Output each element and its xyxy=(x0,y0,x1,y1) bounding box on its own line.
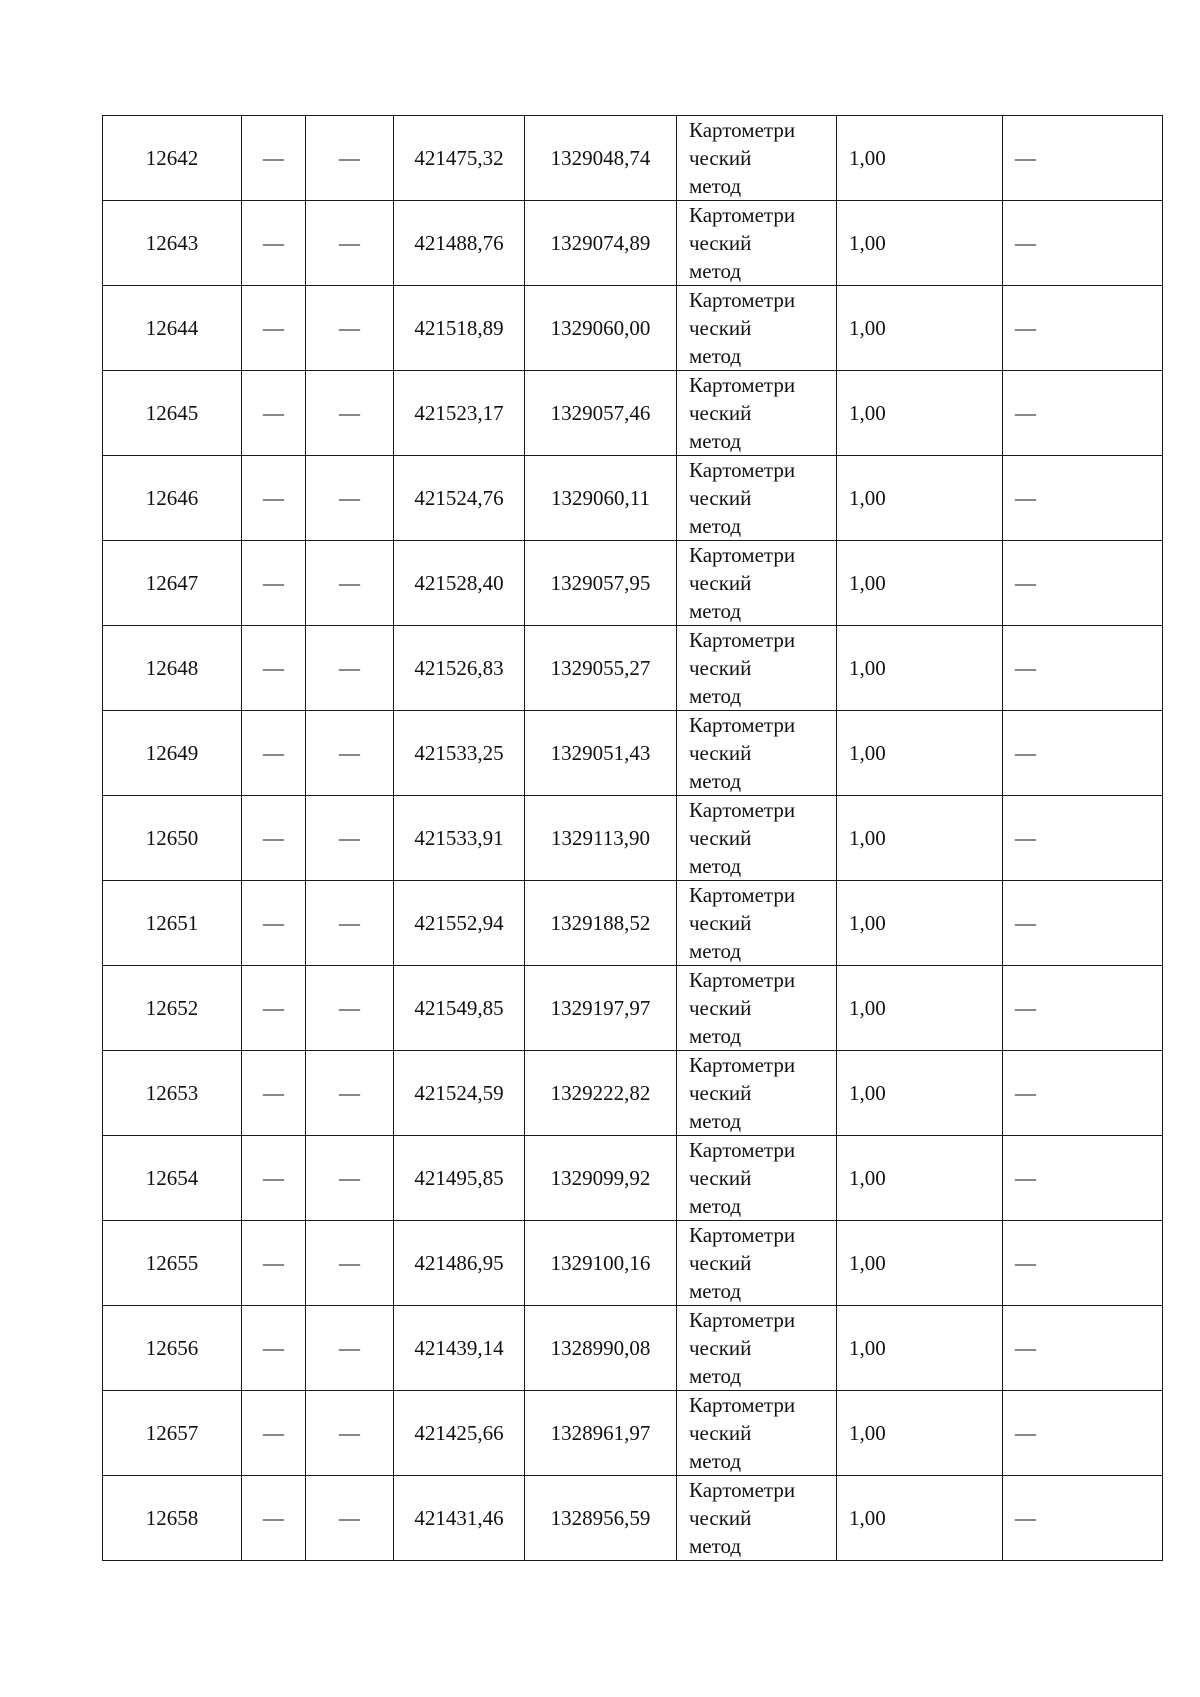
method-text-line: ческий xyxy=(689,231,752,255)
x-coordinate-cell: 421524,76 xyxy=(394,456,525,541)
method-text-line: метод xyxy=(689,939,742,963)
method-text-line: ческий xyxy=(689,1336,752,1360)
method-cell xyxy=(677,1476,837,1561)
previous-y-cell: — xyxy=(306,881,394,966)
accuracy-cell: 1,00 xyxy=(837,881,1003,966)
method-text-line: метод xyxy=(689,174,742,198)
y-coordinate-cell: 1328961,97 xyxy=(525,1391,677,1476)
x-coordinate-cell: 421533,91 xyxy=(394,796,525,881)
accuracy-cell: 1,00 xyxy=(837,116,1003,201)
table-row xyxy=(103,1476,1163,1561)
point-number-cell: 12658 xyxy=(103,1476,242,1561)
method-text-line: Картометри xyxy=(689,1053,796,1077)
method-text-line: Картометри xyxy=(689,543,796,567)
accuracy-cell: 1,00 xyxy=(837,371,1003,456)
previous-x-cell: — xyxy=(242,456,306,541)
y-coordinate-cell: 1329057,46 xyxy=(525,371,677,456)
method-text-line: ческий xyxy=(689,571,752,595)
x-coordinate-cell: 421523,17 xyxy=(394,371,525,456)
x-coordinate-cell: 421431,46 xyxy=(394,1476,525,1561)
method-text-line: ческий xyxy=(689,656,752,680)
method-text-line: Картометри xyxy=(689,628,796,652)
point-number-cell: 12642 xyxy=(103,116,242,201)
method-cell xyxy=(677,201,837,286)
x-coordinate-cell: 421552,94 xyxy=(394,881,525,966)
method-text-line: Картометри xyxy=(689,203,796,227)
previous-x-cell: — xyxy=(242,371,306,456)
description-cell: — xyxy=(1003,286,1163,371)
table-row xyxy=(103,286,1163,371)
description-cell: — xyxy=(1003,371,1163,456)
previous-x-cell: — xyxy=(242,1051,306,1136)
method-text-line: метод xyxy=(689,684,742,708)
accuracy-cell: 1,00 xyxy=(837,1221,1003,1306)
method-cell xyxy=(677,881,837,966)
y-coordinate-cell: 1329099,92 xyxy=(525,1136,677,1221)
method-text-line: ческий xyxy=(689,996,752,1020)
previous-x-cell: — xyxy=(242,711,306,796)
y-coordinate-cell: 1329222,82 xyxy=(525,1051,677,1136)
previous-y-cell: — xyxy=(306,1136,394,1221)
previous-x-cell: — xyxy=(242,201,306,286)
method-text-line: метод xyxy=(689,344,742,368)
point-number-cell: 12656 xyxy=(103,1306,242,1391)
previous-y-cell: — xyxy=(306,1221,394,1306)
method-text-line: метод xyxy=(689,769,742,793)
point-number-cell: 12648 xyxy=(103,626,242,711)
table-row xyxy=(103,201,1163,286)
method-text-line: ческий xyxy=(689,1506,752,1530)
point-number-cell: 12655 xyxy=(103,1221,242,1306)
method-text-line: метод xyxy=(689,1364,742,1388)
method-text-line: метод xyxy=(689,1024,742,1048)
method-cell xyxy=(677,286,837,371)
previous-x-cell: — xyxy=(242,541,306,626)
method-text-line: ческий xyxy=(689,1421,752,1445)
description-cell: — xyxy=(1003,201,1163,286)
x-coordinate-cell: 421524,59 xyxy=(394,1051,525,1136)
previous-y-cell: — xyxy=(306,541,394,626)
y-coordinate-cell: 1329060,00 xyxy=(525,286,677,371)
table-row xyxy=(103,1051,1163,1136)
point-number-cell: 12652 xyxy=(103,966,242,1051)
accuracy-cell: 1,00 xyxy=(837,626,1003,711)
method-text-line: Картометри xyxy=(689,1138,796,1162)
point-number-cell: 12645 xyxy=(103,371,242,456)
x-coordinate-cell: 421533,25 xyxy=(394,711,525,796)
point-number-cell: 12657 xyxy=(103,1391,242,1476)
table-row xyxy=(103,626,1163,711)
method-text-line: Картометри xyxy=(689,373,796,397)
accuracy-cell: 1,00 xyxy=(837,1391,1003,1476)
previous-y-cell: — xyxy=(306,116,394,201)
y-coordinate-cell: 1328956,59 xyxy=(525,1476,677,1561)
method-cell xyxy=(677,626,837,711)
method-text-line: Картометри xyxy=(689,1308,796,1332)
method-cell xyxy=(677,1306,837,1391)
method-cell xyxy=(677,711,837,796)
description-cell: — xyxy=(1003,541,1163,626)
description-cell: — xyxy=(1003,1051,1163,1136)
description-cell: — xyxy=(1003,796,1163,881)
method-text-line: Картометри xyxy=(689,883,796,907)
previous-x-cell: — xyxy=(242,116,306,201)
previous-y-cell: — xyxy=(306,286,394,371)
accuracy-cell: 1,00 xyxy=(837,201,1003,286)
y-coordinate-cell: 1329074,89 xyxy=(525,201,677,286)
previous-x-cell: — xyxy=(242,1221,306,1306)
previous-y-cell: — xyxy=(306,966,394,1051)
point-number-cell: 12644 xyxy=(103,286,242,371)
previous-y-cell: — xyxy=(306,1391,394,1476)
method-text-line: ческий xyxy=(689,826,752,850)
method-text-line: Картометри xyxy=(689,288,796,312)
accuracy-cell: 1,00 xyxy=(837,541,1003,626)
point-number-cell: 12647 xyxy=(103,541,242,626)
method-text-line: ческий xyxy=(689,401,752,425)
y-coordinate-cell: 1329055,27 xyxy=(525,626,677,711)
method-cell xyxy=(677,796,837,881)
x-coordinate-cell: 421475,32 xyxy=(394,116,525,201)
method-text-line: метод xyxy=(689,1109,742,1133)
previous-x-cell: — xyxy=(242,881,306,966)
table-row xyxy=(103,456,1163,541)
y-coordinate-cell: 1329113,90 xyxy=(525,796,677,881)
previous-y-cell: — xyxy=(306,796,394,881)
method-text-line: Картометри xyxy=(689,1223,796,1247)
table-row xyxy=(103,1391,1163,1476)
y-coordinate-cell: 1329100,16 xyxy=(525,1221,677,1306)
accuracy-cell: 1,00 xyxy=(837,1051,1003,1136)
x-coordinate-cell: 421518,89 xyxy=(394,286,525,371)
description-cell: — xyxy=(1003,626,1163,711)
description-cell: — xyxy=(1003,881,1163,966)
method-text-line: Картометри xyxy=(689,1393,796,1417)
description-cell: — xyxy=(1003,1391,1163,1476)
previous-y-cell: — xyxy=(306,626,394,711)
table-row xyxy=(103,541,1163,626)
method-text-line: метод xyxy=(689,854,742,878)
method-text-line: метод xyxy=(689,599,742,623)
accuracy-cell: 1,00 xyxy=(837,711,1003,796)
point-number-cell: 12643 xyxy=(103,201,242,286)
method-text-line: Картометри xyxy=(689,713,796,737)
method-text-line: Картометри xyxy=(689,798,796,822)
table-row xyxy=(103,711,1163,796)
method-cell xyxy=(677,371,837,456)
description-cell: — xyxy=(1003,1136,1163,1221)
x-coordinate-cell: 421439,14 xyxy=(394,1306,525,1391)
method-text-line: метод xyxy=(689,259,742,283)
method-cell xyxy=(677,456,837,541)
method-text-line: метод xyxy=(689,514,742,538)
method-cell xyxy=(677,1391,837,1476)
accuracy-cell: 1,00 xyxy=(837,796,1003,881)
description-cell: — xyxy=(1003,1476,1163,1561)
x-coordinate-cell: 421528,40 xyxy=(394,541,525,626)
point-number-cell: 12651 xyxy=(103,881,242,966)
description-cell: — xyxy=(1003,711,1163,796)
point-number-cell: 12653 xyxy=(103,1051,242,1136)
point-number-cell: 12649 xyxy=(103,711,242,796)
method-text-line: метод xyxy=(689,1534,742,1558)
method-text-line: ческий xyxy=(689,1081,752,1105)
method-cell xyxy=(677,116,837,201)
table-row xyxy=(103,1221,1163,1306)
previous-y-cell: — xyxy=(306,1051,394,1136)
method-text-line: ческий xyxy=(689,146,752,170)
method-text-line: Картометри xyxy=(689,968,796,992)
table-row xyxy=(103,1306,1163,1391)
y-coordinate-cell: 1329060,11 xyxy=(525,456,677,541)
previous-y-cell: — xyxy=(306,201,394,286)
x-coordinate-cell: 421488,76 xyxy=(394,201,525,286)
accuracy-cell: 1,00 xyxy=(837,966,1003,1051)
method-cell xyxy=(677,966,837,1051)
description-cell: — xyxy=(1003,1221,1163,1306)
x-coordinate-cell: 421425,66 xyxy=(394,1391,525,1476)
point-number-cell: 12646 xyxy=(103,456,242,541)
description-cell: — xyxy=(1003,116,1163,201)
accuracy-cell: 1,00 xyxy=(837,1306,1003,1391)
previous-x-cell: — xyxy=(242,286,306,371)
previous-y-cell: — xyxy=(306,711,394,796)
accuracy-cell: 1,00 xyxy=(837,286,1003,371)
previous-x-cell: — xyxy=(242,626,306,711)
table-row xyxy=(103,371,1163,456)
accuracy-cell: 1,00 xyxy=(837,1136,1003,1221)
method-text-line: Картометри xyxy=(689,458,796,482)
table-row xyxy=(103,966,1163,1051)
y-coordinate-cell: 1329188,52 xyxy=(525,881,677,966)
method-cell xyxy=(677,1051,837,1136)
description-cell: — xyxy=(1003,456,1163,541)
y-coordinate-cell: 1329057,95 xyxy=(525,541,677,626)
previous-y-cell: — xyxy=(306,1476,394,1561)
accuracy-cell: 1,00 xyxy=(837,456,1003,541)
previous-y-cell: — xyxy=(306,1306,394,1391)
x-coordinate-cell: 421549,85 xyxy=(394,966,525,1051)
x-coordinate-cell: 421526,83 xyxy=(394,626,525,711)
method-text-line: ческий xyxy=(689,911,752,935)
previous-x-cell: — xyxy=(242,1306,306,1391)
previous-x-cell: — xyxy=(242,966,306,1051)
previous-x-cell: — xyxy=(242,1476,306,1561)
previous-x-cell: — xyxy=(242,1136,306,1221)
method-text-line: ческий xyxy=(689,741,752,765)
previous-x-cell: — xyxy=(242,1391,306,1476)
method-cell xyxy=(677,541,837,626)
y-coordinate-cell: 1328990,08 xyxy=(525,1306,677,1391)
method-text-line: метод xyxy=(689,1449,742,1473)
previous-x-cell: — xyxy=(242,796,306,881)
y-coordinate-cell: 1329051,43 xyxy=(525,711,677,796)
previous-y-cell: — xyxy=(306,456,394,541)
y-coordinate-cell: 1329197,97 xyxy=(525,966,677,1051)
method-text-line: ческий xyxy=(689,1166,752,1190)
method-text-line: ческий xyxy=(689,1251,752,1275)
table-row xyxy=(103,116,1163,201)
coordinates-table xyxy=(102,115,1163,1561)
y-coordinate-cell: 1329048,74 xyxy=(525,116,677,201)
x-coordinate-cell: 421495,85 xyxy=(394,1136,525,1221)
method-text-line: ческий xyxy=(689,316,752,340)
method-text-line: Картометри xyxy=(689,1478,796,1502)
previous-y-cell: — xyxy=(306,371,394,456)
x-coordinate-cell: 421486,95 xyxy=(394,1221,525,1306)
method-text-line: ческий xyxy=(689,486,752,510)
table-row xyxy=(103,1136,1163,1221)
method-cell xyxy=(677,1136,837,1221)
description-cell: — xyxy=(1003,966,1163,1051)
method-text-line: метод xyxy=(689,429,742,453)
point-number-cell: 12650 xyxy=(103,796,242,881)
accuracy-cell: 1,00 xyxy=(837,1476,1003,1561)
method-text-line: метод xyxy=(689,1194,742,1218)
method-text-line: Картометри xyxy=(689,118,796,142)
table-body xyxy=(103,116,1163,1561)
table-row xyxy=(103,796,1163,881)
method-cell xyxy=(677,1221,837,1306)
description-cell: — xyxy=(1003,1306,1163,1391)
method-text-line: метод xyxy=(689,1279,742,1303)
point-number-cell: 12654 xyxy=(103,1136,242,1221)
table-row xyxy=(103,881,1163,966)
